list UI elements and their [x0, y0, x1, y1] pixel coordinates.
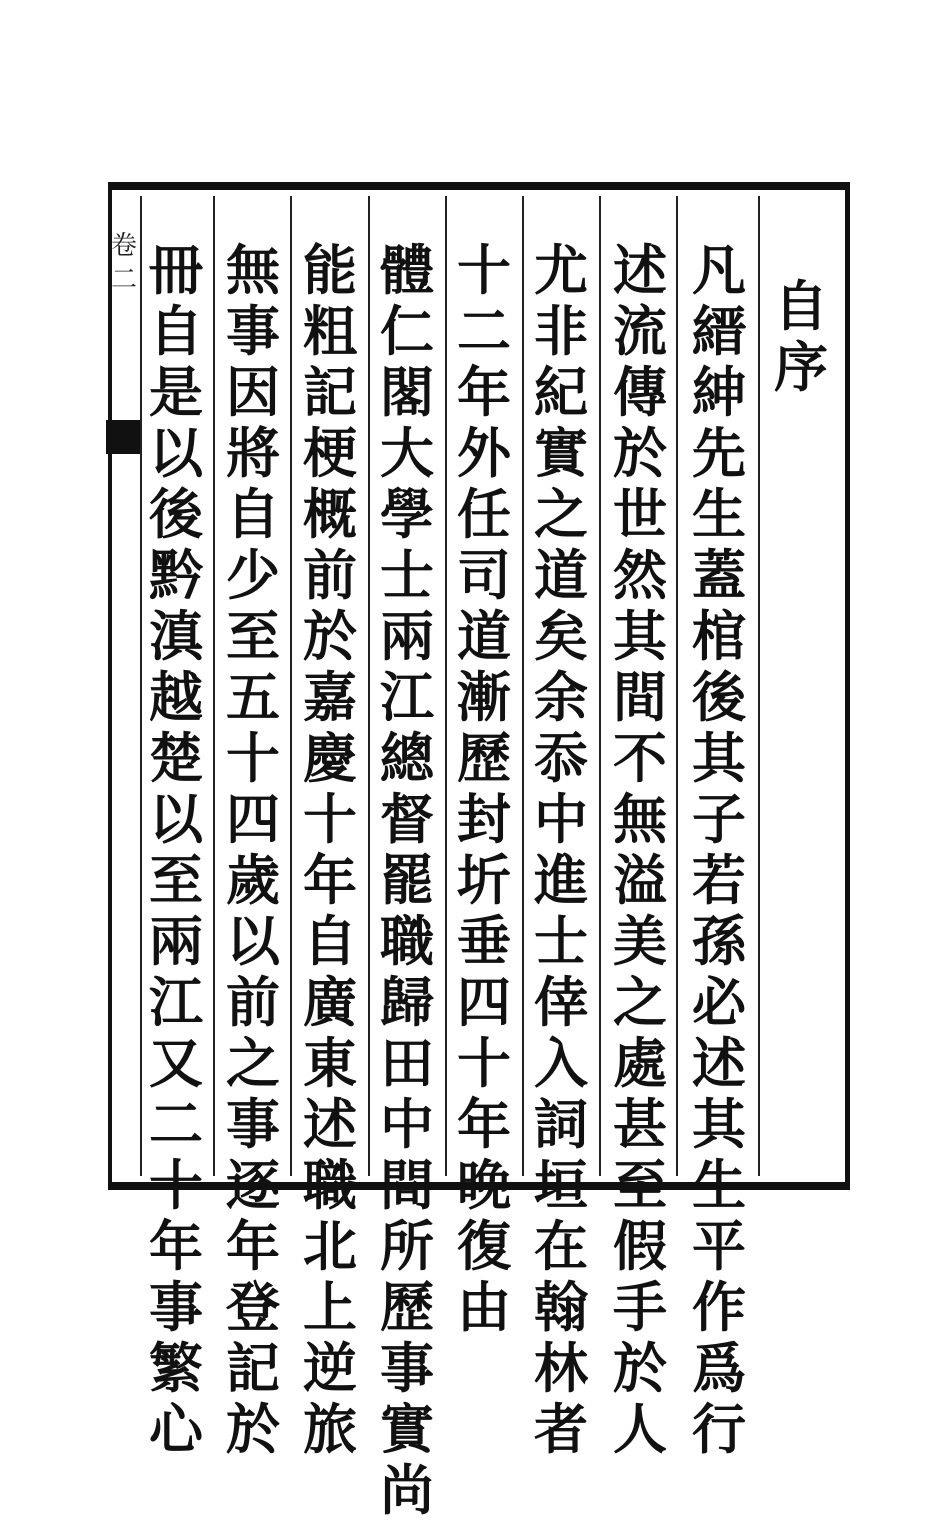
column-character: 士 [534, 909, 588, 973]
column-character: 任 [457, 482, 511, 546]
column-character: 忝 [534, 726, 588, 790]
column-character: 五 [226, 665, 280, 729]
column-character: 記 [226, 1336, 280, 1400]
column-character: 所 [380, 1214, 434, 1278]
column-character: 能 [303, 238, 357, 302]
column-character: 閣 [380, 360, 434, 424]
column-character: 後 [692, 665, 746, 729]
column-character: 大 [380, 421, 434, 485]
column-character: 十 [226, 726, 280, 790]
column-character: 至 [149, 848, 203, 912]
column-character: 翰 [534, 1275, 588, 1339]
column-character: 平 [692, 1214, 746, 1278]
column-character: 廣 [303, 970, 357, 1034]
column-character: 世 [613, 482, 667, 546]
column-character: 序 [774, 335, 828, 399]
column-character: 由 [457, 1275, 511, 1339]
column-character: 四 [457, 970, 511, 1034]
column-character: 歷 [380, 1275, 434, 1339]
text-column-5 [376, 238, 438, 1522]
text-column-title [770, 276, 832, 1216]
column-rule [522, 196, 524, 1176]
column-character: 傳 [613, 360, 667, 424]
column-character: 事 [226, 1092, 280, 1156]
column-character: 四 [226, 787, 280, 851]
column-character: 總 [380, 726, 434, 790]
column-character: 將 [226, 421, 280, 485]
column-character: 然 [613, 543, 667, 607]
text-column-3 [530, 238, 592, 1461]
column-character: 司 [457, 543, 511, 607]
column-character: 年 [149, 1214, 203, 1278]
column-character: 無 [226, 238, 280, 302]
column-character: 子 [692, 787, 746, 851]
column-character: 年 [226, 1214, 280, 1278]
column-character: 江 [380, 665, 434, 729]
column-character: 以 [226, 909, 280, 973]
column-rule [599, 196, 601, 1176]
column-character: 者 [534, 1397, 588, 1461]
column-character: 事 [380, 1336, 434, 1400]
column-character: 蓋 [692, 543, 746, 607]
column-character: 中 [380, 1092, 434, 1156]
margin-mark-1: 卷 [110, 231, 137, 261]
column-character: 行 [692, 1397, 746, 1461]
text-column-6 [299, 238, 361, 1461]
column-character: 冊 [149, 238, 203, 302]
column-rule [290, 196, 292, 1176]
column-character: 十 [303, 787, 357, 851]
column-character: 繁 [149, 1336, 203, 1400]
column-character: 士 [380, 543, 434, 607]
column-character: 之 [534, 482, 588, 546]
column-character: 紳 [692, 360, 746, 424]
column-character: 圻 [457, 848, 511, 912]
column-character: 北 [303, 1214, 357, 1278]
column-character: 歸 [380, 970, 434, 1034]
column-character: 尚 [380, 1458, 434, 1522]
column-character: 美 [613, 909, 667, 973]
column-character: 作 [692, 1275, 746, 1339]
column-character: 晚 [457, 1153, 511, 1217]
column-character: 越 [149, 665, 203, 729]
column-character: 兩 [149, 909, 203, 973]
column-rule [445, 196, 447, 1176]
column-character: 縉 [692, 299, 746, 363]
column-character: 垂 [457, 909, 511, 973]
column-character: 間 [380, 1153, 434, 1217]
column-character: 滇 [149, 604, 203, 668]
column-character: 余 [534, 665, 588, 729]
column-character: 矣 [534, 604, 588, 668]
column-character: 自 [774, 274, 828, 338]
column-character: 生 [692, 482, 746, 546]
column-character: 罷 [380, 848, 434, 912]
text-column-7 [222, 238, 284, 1461]
column-character: 林 [534, 1336, 588, 1400]
column-character: 述 [303, 1092, 357, 1156]
column-character: 垣 [534, 1153, 588, 1217]
column-character: 學 [380, 482, 434, 546]
column-character: 在 [534, 1214, 588, 1278]
column-character: 間 [613, 665, 667, 729]
column-character: 仁 [380, 299, 434, 363]
column-character: 進 [534, 848, 588, 912]
column-rule [758, 196, 760, 1176]
column-character: 之 [226, 1031, 280, 1095]
column-character: 復 [457, 1214, 511, 1278]
column-character: 漸 [457, 665, 511, 729]
column-character: 述 [692, 1031, 746, 1095]
column-character: 於 [303, 604, 357, 668]
column-character: 前 [226, 970, 280, 1034]
column-character: 嘉 [303, 665, 357, 729]
column-character: 其 [613, 604, 667, 668]
column-character: 人 [613, 1397, 667, 1461]
column-character: 實 [534, 421, 588, 485]
column-character: 手 [613, 1275, 667, 1339]
text-column-1 [688, 238, 750, 1461]
column-character: 旅 [303, 1397, 357, 1461]
column-character: 道 [457, 604, 511, 668]
column-character: 逆 [303, 1336, 357, 1400]
column-character: 實 [380, 1397, 434, 1461]
column-character: 逐 [226, 1153, 280, 1217]
column-character: 職 [303, 1153, 357, 1217]
column-character: 歷 [457, 726, 511, 790]
column-character: 於 [613, 421, 667, 485]
column-character: 梗 [303, 421, 357, 485]
column-character: 棺 [692, 604, 746, 668]
column-character: 流 [613, 299, 667, 363]
text-column-2 [609, 238, 671, 1461]
column-character: 尤 [534, 238, 588, 302]
column-character: 粗 [303, 299, 357, 363]
column-character: 是 [149, 360, 203, 424]
column-character: 至 [226, 604, 280, 668]
column-character: 以 [149, 787, 203, 851]
column-character: 江 [149, 970, 203, 1034]
column-character: 其 [692, 726, 746, 790]
column-character: 東 [303, 1031, 357, 1095]
column-character: 道 [534, 543, 588, 607]
column-character: 又 [149, 1031, 203, 1095]
column-character: 年 [457, 1092, 511, 1156]
column-character: 事 [226, 299, 280, 363]
column-character: 少 [226, 543, 280, 607]
column-character: 之 [613, 970, 667, 1034]
text-column-8 [145, 238, 207, 1461]
column-character: 溢 [613, 848, 667, 912]
column-character: 黔 [149, 543, 203, 607]
column-character: 封 [457, 787, 511, 851]
column-character: 前 [303, 543, 357, 607]
column-character: 自 [149, 299, 203, 363]
column-character: 事 [149, 1275, 203, 1339]
column-character: 凡 [692, 238, 746, 302]
column-rule [676, 196, 678, 1176]
column-character: 其 [692, 1092, 746, 1156]
column-character: 紀 [534, 360, 588, 424]
column-character: 記 [303, 360, 357, 424]
column-character: 上 [303, 1275, 357, 1339]
column-character: 非 [534, 299, 588, 363]
column-character: 甚 [613, 1092, 667, 1156]
column-character: 體 [380, 238, 434, 302]
margin-mark-2: 二 [110, 265, 137, 295]
column-character: 二 [149, 1092, 203, 1156]
column-character: 心 [149, 1397, 203, 1461]
column-character: 十 [457, 238, 511, 302]
column-character: 外 [457, 421, 511, 485]
column-character: 督 [380, 787, 434, 851]
column-character: 十 [149, 1153, 203, 1217]
column-character: 不 [613, 726, 667, 790]
column-character: 年 [457, 360, 511, 424]
column-character: 自 [226, 482, 280, 546]
column-character: 入 [534, 1031, 588, 1095]
column-character: 十 [457, 1031, 511, 1095]
column-character: 因 [226, 360, 280, 424]
column-character: 若 [692, 848, 746, 912]
column-character: 處 [613, 1031, 667, 1095]
column-character: 自 [303, 909, 357, 973]
column-character: 以 [149, 421, 203, 485]
column-character: 後 [149, 482, 203, 546]
column-character: 登 [226, 1275, 280, 1339]
column-character: 年 [303, 848, 357, 912]
column-character: 慶 [303, 726, 357, 790]
column-character: 楚 [149, 726, 203, 790]
column-character: 職 [380, 909, 434, 973]
column-character: 必 [692, 970, 746, 1034]
column-character: 於 [613, 1336, 667, 1400]
column-character: 述 [613, 238, 667, 302]
fold-margin [108, 182, 138, 1190]
column-character: 假 [613, 1214, 667, 1278]
column-rule [213, 196, 215, 1176]
column-character: 兩 [380, 604, 434, 668]
column-character: 二 [457, 299, 511, 363]
column-character: 於 [226, 1397, 280, 1461]
column-character: 爲 [692, 1336, 746, 1400]
column-character: 孫 [692, 909, 746, 973]
column-character: 概 [303, 482, 357, 546]
text-column-4 [453, 238, 515, 1339]
column-character: 倖 [534, 970, 588, 1034]
column-character: 至 [613, 1153, 667, 1217]
column-character: 詞 [534, 1092, 588, 1156]
column-rule [140, 196, 142, 1176]
column-character: 生 [692, 1153, 746, 1217]
column-character: 先 [692, 421, 746, 485]
column-character: 田 [380, 1031, 434, 1095]
column-rule [368, 196, 370, 1176]
column-character: 歲 [226, 848, 280, 912]
column-character: 中 [534, 787, 588, 851]
column-character: 無 [613, 787, 667, 851]
